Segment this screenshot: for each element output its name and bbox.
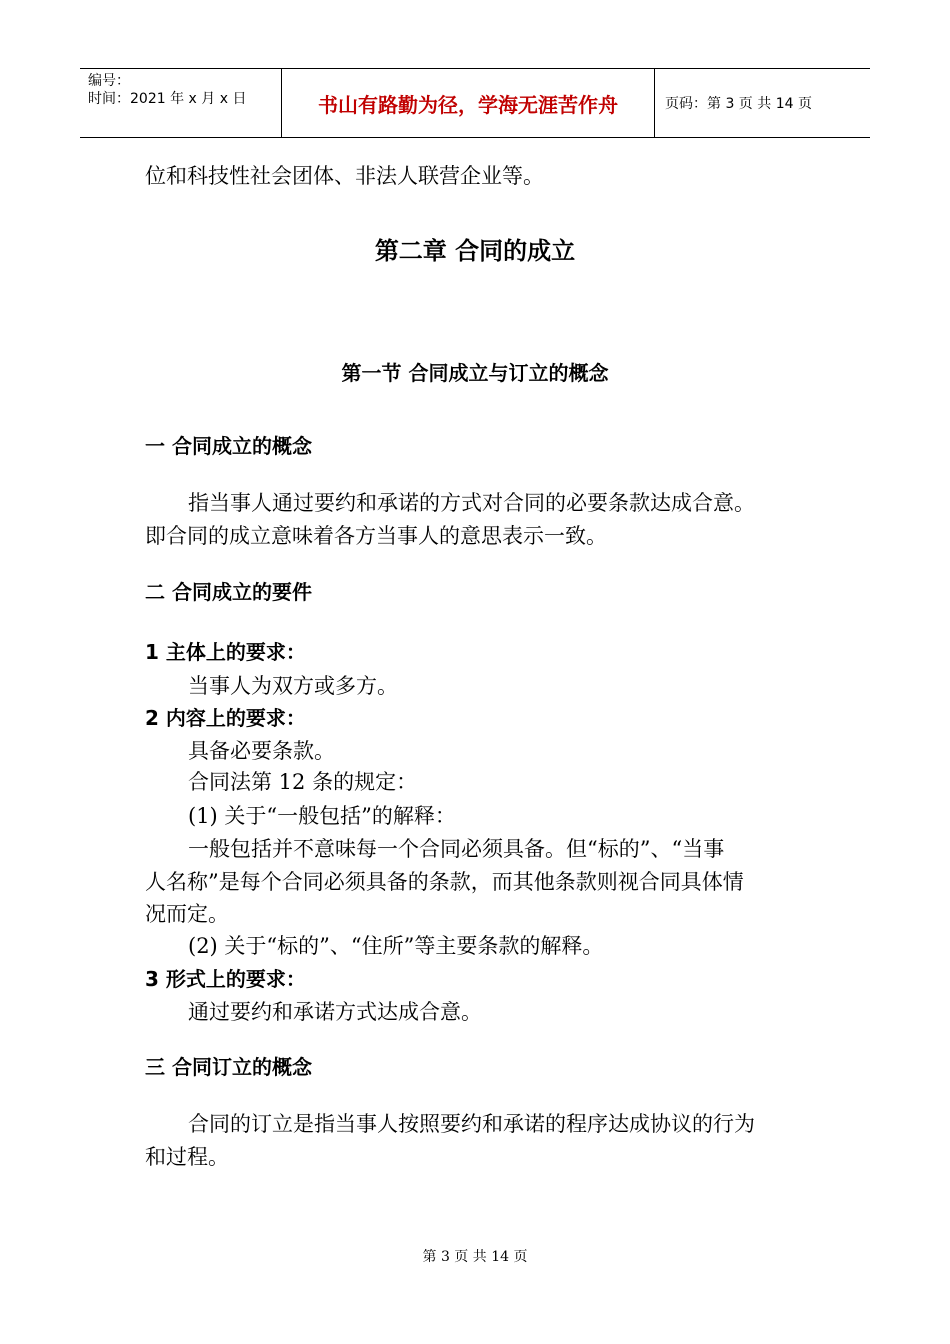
heading-3: 三 合同订立的概念 <box>145 1055 312 1079</box>
requirement-3-text: 通过要约和承诺方式达成合意。 <box>188 1000 482 1024</box>
requirement-2-text-4-line-2: 人名称”是每个合同必须具备的条款，而其他条款则视合同具体情 <box>145 870 744 894</box>
paragraph-3-line-1: 合同的订立是指当事人按照要约和承诺的程序达成协议的行为 <box>188 1112 755 1136</box>
requirement-2-text-4-line-1: 一般包括并不意味每一个合同必须具备。但“标的”、“当事 <box>188 837 725 861</box>
section-title: 第一节 合同成立与订立的概念 <box>341 361 609 385</box>
continuation-text: 位和科技性社会团体、非法人联营企业等。 <box>145 164 544 188</box>
requirement-2-title: 2 内容上的要求： <box>145 706 306 730</box>
requirement-3-title: 3 形式上的要求： <box>145 967 306 991</box>
number-label: 编号： <box>88 73 130 89</box>
requirement-2-text-3: (1) 关于“一般包括”的解释： <box>188 804 456 828</box>
paragraph-3-line-2: 和过程。 <box>145 1145 229 1169</box>
header-page-info: 页码：第 3 页 共 14 页 <box>665 96 812 112</box>
requirement-2-text-4-line-3: 况而定。 <box>145 902 229 926</box>
header-meta <box>80 69 282 137</box>
heading-1: 一 合同成立的概念 <box>145 434 312 458</box>
page-header <box>80 68 870 138</box>
requirement-1-text: 当事人为双方或多方。 <box>188 674 398 698</box>
heading-2: 二 合同成立的要件 <box>145 580 312 604</box>
requirement-2-text-1: 具备必要条款。 <box>188 739 335 763</box>
requirement-2-text-2: 合同法第 12 条的规定： <box>188 770 418 794</box>
requirement-1-title: 1 主体上的要求： <box>145 640 306 664</box>
header-motto: 书山有路勤为径，学海无涯苦作舟 <box>282 69 655 137</box>
requirement-2-text-5: (2) 关于“标的”、“住所”等主要条款的解释。 <box>188 934 604 958</box>
time-label: 时间：2021 年 x 月 x 日 <box>88 91 247 107</box>
paragraph-1-line-2: 即合同的成立意味着各方当事人的意思表示一致。 <box>145 524 607 548</box>
chapter-title: 第二章 合同的成立 <box>374 237 576 265</box>
page-footer: 第 3 页 共 14 页 <box>422 1249 528 1265</box>
paragraph-1-line-1: 指当事人通过要约和承诺的方式对合同的必要条款达成合意。 <box>188 491 755 515</box>
